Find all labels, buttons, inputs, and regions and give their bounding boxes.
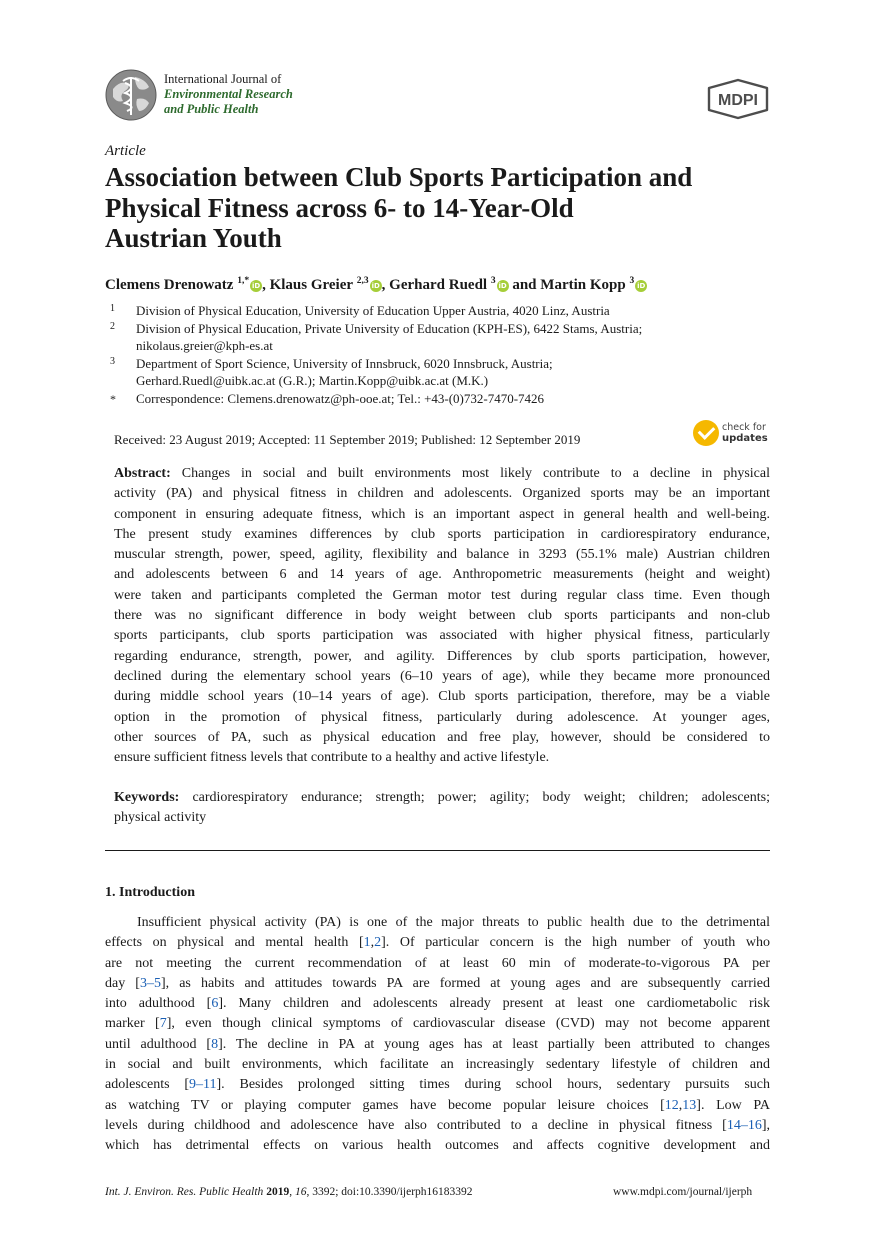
- affiliation-text: Division of Physical Education, University of Education Upper Austria, 4020 Linz, Austria: [136, 303, 610, 318]
- orcid-icon[interactable]: iD: [251, 282, 261, 290]
- intro-text: ,: [370, 935, 375, 951]
- author-name: Gerhard Ruedl: [389, 277, 488, 293]
- intro-text: ,: [678, 1097, 683, 1113]
- check-for-updates-button[interactable]: [693, 419, 773, 449]
- author-affiliation-marker: 3: [629, 276, 635, 286]
- affiliation-marker: 2: [110, 320, 115, 332]
- footer-doi: , 3392; doi:10.3390/ijerph16183392: [306, 1186, 473, 1198]
- intro-line: [105, 1035, 770, 1055]
- abstract-line: there was no significant difference in body weight between club sports participants and non-club: [114, 608, 770, 624]
- abstract: [114, 464, 770, 768]
- author-affiliation-marker: 3: [490, 276, 496, 286]
- keywords-line: [114, 788, 770, 808]
- article-title: [105, 162, 785, 254]
- intro-text: ]. Many children and adolescents already present at least one cardiometabolic risk: [218, 996, 771, 1012]
- intro-text: ]. Low PA: [696, 1097, 771, 1113]
- citation-link[interactable]: 2: [374, 935, 382, 951]
- abstract-line: ensure sufficient fitness levels that contribute to a healthy and active lifestyle.: [114, 750, 550, 766]
- intro-line: [105, 1136, 770, 1156]
- intro-text: as watching TV or playing computer games have become popular leisure choices [: [105, 1097, 665, 1113]
- abstract-line: during middle school years (10–14 years of age). Club sports participation, therefore, may be a viable: [114, 689, 770, 705]
- author-list: [105, 276, 647, 294]
- article-type: Article: [105, 143, 146, 159]
- intro-line: [105, 994, 770, 1014]
- title-line: Physical Fitness across 6- to 14-Year-Old: [105, 192, 574, 223]
- affiliation-marker: 1: [110, 303, 115, 314]
- abstract-label: Abstract:: [114, 466, 171, 481]
- abstract-line: [114, 464, 770, 484]
- abstract-line: were taken and participants completed the German motor test during regular class time. Even though: [114, 587, 770, 603]
- orcid-icon[interactable]: iD: [498, 282, 507, 290]
- mdpi-logo-icon: [705, 78, 771, 120]
- journal-name-line1: International Journal of: [164, 72, 282, 86]
- citation-link[interactable]: 3–5: [139, 975, 161, 991]
- intro-line: [105, 913, 770, 933]
- affiliation-marker: *: [110, 391, 116, 406]
- keywords-line: physical activity: [114, 810, 207, 826]
- intro-text: until adulthood [: [105, 1036, 212, 1052]
- abstract-line: The present study examines differences by club sports participation in cardiorespiratory endurance,: [114, 526, 770, 542]
- intro-text: effects on physical and mental health [: [105, 935, 364, 951]
- abstract-line: and adolescents between 6 and 14 years of age. Anthropometric measurements (height and weight): [114, 567, 770, 583]
- abstract-line: option in the promotion of physical fitness, particularly during adolescence. At younger ages,: [114, 709, 770, 725]
- affiliation-marker: 3: [110, 355, 115, 367]
- keywords-line-text: cardiorespiratory endurance; strength; power; agility; body weight; children; adolescents;: [192, 790, 771, 805]
- publication-dates: Received: 23 August 2019; Accepted: 11 September 2019; Published: 12 September 2019: [114, 432, 581, 447]
- abstract-line: activity (PA) and physical fitness in children and adolescents. Organized sports may be an important: [114, 486, 770, 502]
- author-name: Clemens Drenowatz: [105, 277, 234, 293]
- author-name: Martin Kopp: [540, 277, 626, 293]
- orcid-icon[interactable]: iD: [371, 282, 380, 290]
- footer-journal: Int. J. Environ. Res. Public Health: [105, 1186, 264, 1198]
- author-name: Klaus Greier: [269, 277, 354, 293]
- section-divider: [105, 850, 770, 851]
- introduction-body: [105, 913, 770, 1157]
- orcid-icon[interactable]: iD: [637, 282, 646, 290]
- intro-line: [105, 1096, 770, 1116]
- intro-line: [105, 974, 770, 994]
- intro-line: [105, 954, 770, 974]
- author-affiliation-marker: 2,3: [356, 276, 369, 286]
- abstract-line: regarding endurance, strength, power, and agility. Differences by club sports participation, however,: [114, 648, 770, 664]
- affiliation-list: [110, 302, 780, 407]
- author-item: [389, 277, 540, 293]
- section-heading: 1. Introduction: [105, 885, 195, 900]
- keywords: [114, 788, 770, 829]
- correspondence-text[interactable]: Correspondence: Clemens.drenowatz@ph-ooe.at; Tel.: +43-(0)732-7470-7426: [136, 390, 545, 406]
- intro-text: in social and built environments, which facilitate an increasingly sedentary lifestyle of children and: [105, 1057, 770, 1073]
- citation-link[interactable]: 12: [664, 1097, 679, 1113]
- check-updates-line1: check for: [722, 422, 766, 433]
- affiliation-text: Division of Physical Education, Private University of Education (KPH-ES), 6422 Stams, Austria;: [136, 320, 643, 336]
- check-updates-line2: updates: [722, 433, 768, 444]
- citation-link[interactable]: 7: [159, 1016, 167, 1032]
- citation-link[interactable]: 14–16: [726, 1117, 762, 1133]
- author-item: [270, 277, 390, 293]
- abstract-line-text: Changes in social and built environments most likely contribute to a decline in physical: [181, 466, 770, 481]
- citation-link[interactable]: 1: [363, 935, 371, 951]
- mdpi-logo-text: MDPI: [718, 92, 758, 109]
- intro-text: marker [: [105, 1016, 160, 1032]
- author-separator: ,: [381, 277, 390, 293]
- intro-text: ], as habits and attitudes towards PA are formed at young ages and are subsequently carried: [160, 975, 770, 991]
- keywords-label: Keywords:: [114, 790, 180, 805]
- intro-text: ]. The decline in PA at young ages has at least partially been attributed to changes: [218, 1036, 770, 1052]
- footer-volume: 16: [294, 1186, 307, 1198]
- intro-text: ], even though clinical symptoms of cardiovascular disease (CVD) may not become apparent: [166, 1016, 770, 1032]
- author-affiliation-marker: 1,*: [237, 276, 250, 286]
- intro-line: [105, 1014, 770, 1034]
- intro-text: Insufficient physical activity (PA) is one of the major threats to public health due to the detrimental: [137, 915, 770, 930]
- abstract-line: component in ensuring adequate fitness, which is an important aspect in general health and well-being.: [114, 506, 770, 522]
- citation-link[interactable]: 13: [682, 1097, 697, 1113]
- footer-url[interactable]: www.mdpi.com/journal/ijerph: [613, 1186, 753, 1198]
- intro-line: [105, 933, 770, 953]
- author-separator: ,: [262, 277, 270, 293]
- author-item: [105, 277, 270, 293]
- checkmark-icon: [693, 420, 719, 446]
- author-separator: and: [508, 277, 541, 293]
- intro-text: ]. Of particular concern is the high number of youth who: [381, 935, 770, 951]
- intro-text: are not meeting the current recommendation of at least 60 min of moderate-to-vigorous PA per: [105, 955, 770, 971]
- intro-text: day [: [105, 975, 140, 991]
- affiliation-text: Department of Sport Science, University of Innsbruck, 6020 Innsbruck, Austria;: [136, 355, 553, 371]
- abstract-line: muscular strength, power, speed, agility, flexibility and balance in 3293 (55.1% male) Austrian children: [114, 547, 770, 563]
- title-line: Austrian Youth: [105, 223, 282, 253]
- abstract-line: sports participants, club sports participation was associated with higher physical fitness, particularly: [114, 628, 770, 644]
- affiliation-item: [110, 320, 780, 355]
- journal-name-line3: and Public Health: [164, 102, 259, 116]
- affiliation-email[interactable]: nikolaus.greier@kph-es.at: [136, 338, 273, 353]
- citation-link[interactable]: 8: [211, 1036, 219, 1052]
- affiliation-email[interactable]: Gerhard.Ruedl@uibk.ac.at (G.R.); Martin.Kopp@uibk.ac.at (M.K.): [136, 373, 489, 388]
- journal-name: [164, 72, 293, 117]
- journal-logo-icon: [105, 69, 157, 121]
- affiliation-item: [110, 355, 780, 390]
- journal-name-line2: Environmental Research: [164, 87, 293, 101]
- intro-line: [105, 1116, 770, 1136]
- intro-text: which has detrimental effects on various health outcomes and affects cognitive development and: [105, 1138, 770, 1154]
- intro-line: [105, 1055, 770, 1075]
- abstract-line: other sources of PA, such as physical education and free play, however, should be considered to: [114, 729, 770, 745]
- citation-link[interactable]: 9–11: [189, 1077, 217, 1093]
- footer-year: 2019: [266, 1186, 290, 1198]
- intro-text: ]. Besides prolonged sitting times during school hours, sedentary pursuits such: [216, 1077, 770, 1093]
- intro-text: adolescents [: [105, 1077, 190, 1093]
- intro-line: [105, 1075, 770, 1095]
- abstract-line: declined during the elementary school years (6–10 years of age), while they became more pronounced: [114, 668, 770, 684]
- title-line: Association between Club Sports Participation and: [105, 162, 693, 192]
- intro-text: levels during childhood and adolescence have also contributed to a decline in physical fitness [: [105, 1117, 727, 1133]
- intro-text: ],: [761, 1117, 770, 1133]
- affiliation-item: [110, 302, 780, 320]
- citation-link[interactable]: 6: [211, 996, 219, 1012]
- author-item: [540, 277, 647, 293]
- footer-citation: Int. J. Environ. Res. Public Health 2019, 16, 3392; doi:10.3390/ijerph16183392: [105, 1186, 473, 1198]
- affiliation-item: [110, 390, 780, 408]
- intro-text: into adulthood [: [105, 996, 212, 1012]
